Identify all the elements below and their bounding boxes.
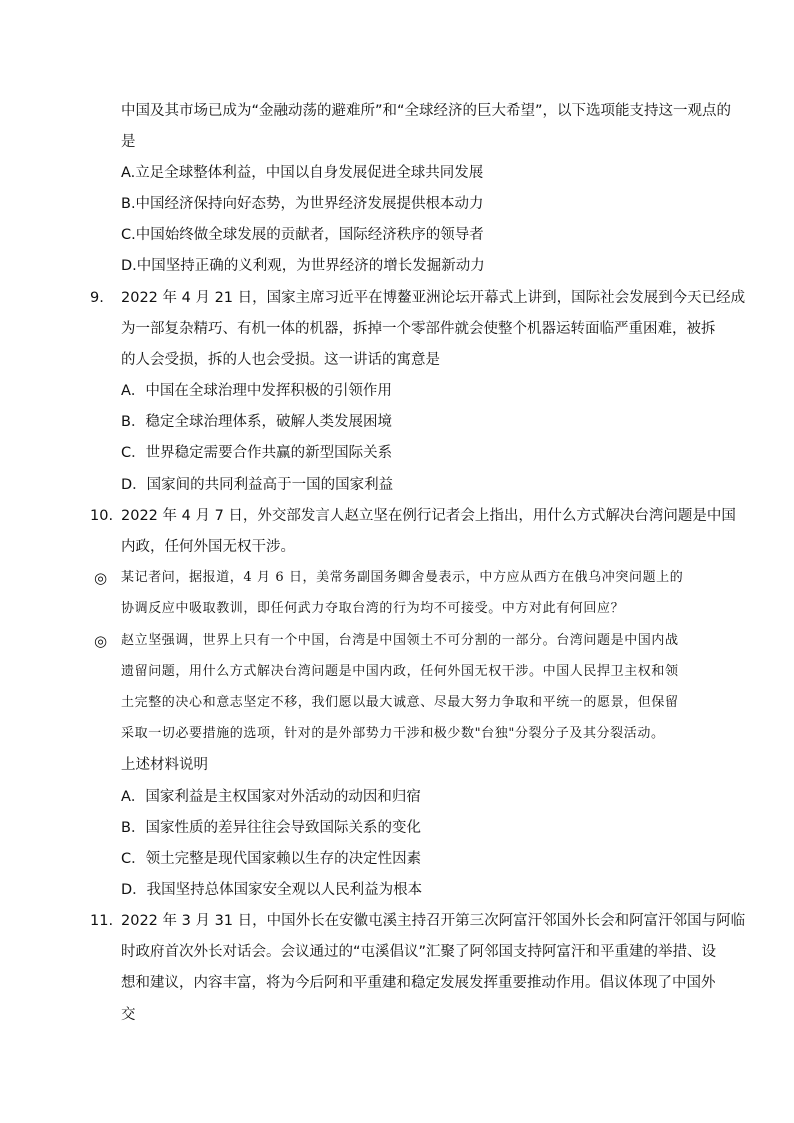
q10-stem-question: 上述材料说明 (121, 757, 208, 773)
q8-option-a: A.立足全球整体利益，中国以自身发展促进全球共同发展 (121, 165, 484, 181)
q9-stem-line-2: 为一部复杂精巧、有机一体的机器，拆掉一个零部件就会使整个机器运转面临严重困难，被拆 (121, 321, 716, 337)
q10-quote1-line-1: 某记者问，据报道，4 月 6 日，美常务副国务卿舍曼表示，中方应从西方在俄乌冲突问题上的 (121, 570, 684, 585)
q8-option-c: C.中国始终做全球发展的贡献者，国际经济秩序的领导者 (121, 227, 484, 243)
q8-option-b: B.中国经济保持向好态势，为世界经济发展提供根本动力 (121, 196, 484, 212)
q9-option-d: D．国家间的共同利益高于一国的国家利益 (121, 477, 394, 493)
q8-stem-line-1: 中国及其市场已成为“金融动荡的避难所”和“全球经济的巨大希望”，以下选项能支持这一观点的 (121, 103, 732, 119)
q10-quote2-line-4: 采取一切必要措施的选项，针对的是外部势力干涉和极少数"台独"分裂分子及其分裂活动。 (121, 726, 665, 741)
quote-bullet-icon: ◎ (94, 632, 108, 650)
q11-stem-line-4: 交 (121, 1007, 136, 1023)
q9-stem-line-1: 2022 年 4 月 21 日，国家主席习近平在博鳌亚洲论坛开幕式上讲到，国际社会发展到今天已经成 (121, 290, 746, 306)
q11-number: 11. (90, 913, 114, 929)
q10-option-c: C．领土完整是现代国家赖以生存的决定性因素 (121, 851, 422, 867)
q9-number: 9. (90, 290, 104, 306)
q10-stem-line-2: 内政，任何外国无权干涉。 (121, 539, 295, 555)
q10-quote2-line-1: 赵立坚强调，世界上只有一个中国，台湾是中国领土不可分割的一部分。台湾问题是中国内战 (121, 633, 679, 648)
q9-option-b: B．稳定全球治理体系，破解人类发展困境 (121, 414, 392, 430)
q10-stem-line-1: 2022 年 4 月 7 日，外交部发言人赵立坚在例行记者会上指出，用什么方式解决台湾问题是中国 (121, 508, 736, 524)
q11-stem-line-1: 2022 年 3 月 31 日，中国外长在安徽屯溪主持召开第三次阿富汗邻国外长会和阿富汗邻国与阿临 (121, 913, 746, 929)
q11-stem-line-3: 想和建议，内容丰富，将为今后阿和平重建和稳定发展发挥重要推动作用。倡议体现了中国外 (121, 975, 716, 991)
q9-option-a: A．中国在全球治理中发挥积极的引领作用 (121, 383, 392, 399)
quote-bullet-icon: ◎ (94, 569, 108, 587)
q10-quote2-line-2: 遗留问题，用什么方式解决台湾问题是中国内政，任何外国无权干涉。中国人民捍卫主权和领 (121, 664, 679, 679)
q9-stem-line-3: 的人会受损，拆的人也会受损。这一讲话的寓意是 (121, 352, 440, 368)
q10-quote1-line-2: 协调反应中吸取教训，即任何武力夺取台湾的行为均不可接受。中方对此有何回应？ (121, 601, 625, 616)
q10-option-d: D．我国坚持总体国家安全观以人民利益为根本 (121, 882, 423, 898)
q10-option-a: A．国家利益是主权国家对外活动的动因和归宿 (121, 789, 421, 805)
q9-option-c: C．世界稳定需要合作共赢的新型国际关系 (121, 445, 393, 461)
q10-option-b: B．国家性质的差异往往会导致国际关系的变化 (121, 820, 421, 836)
q8-option-d: D.中国坚持正确的义利观，为世界经济的增长发掘新动力 (121, 258, 485, 274)
q11-stem-line-2: 时政府首次外长对话会。会议通过的“屯溪倡议”汇聚了阿邻国支持阿富汗和平重建的举措、设 (121, 944, 717, 960)
q10-number: 10. (90, 508, 114, 524)
q8-stem-line-2: 是 (121, 134, 136, 150)
q10-quote2-line-3: 土完整的决心和意志坚定不移，我们愿以最大诚意、尽最大努力争取和平统一的愿景，但保留 (121, 695, 679, 710)
